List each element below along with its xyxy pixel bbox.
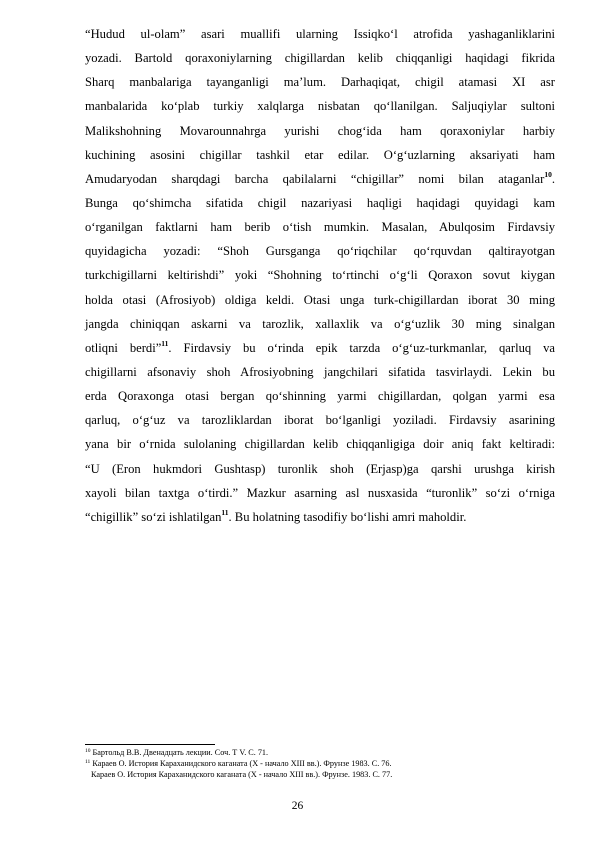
- line-rest: . Firdavsiy bu o‘rinda epik tarzda o‘g‘uz-turkmanlar, qarluq va: [168, 340, 555, 355]
- text-line: [85, 336, 555, 360]
- text-line: [85, 505, 555, 529]
- text-line: xayoli bilan taxtga o‘tirdi.” Mazkur asarning asl nusxasida “turonlik” so‘zi o‘rniga: [85, 485, 555, 500]
- line-text: otliqni berdi”: [85, 340, 162, 355]
- footnote-text: Бартольд В.В. Двенадцать лекции. Соч. Т V. С. 71.: [92, 748, 269, 757]
- footnote-divider: [85, 744, 215, 745]
- text-line: chigillarni afsonaviy shoh Afrosiyobning jangchilari sifatida tasvirlaydi. Lekin bu: [85, 364, 555, 379]
- text-line: Bunga qo‘shimcha sifatida chigil nazariyasi haqligi haqidagi quyidagi kam: [85, 195, 555, 210]
- line-text: “chigillik” so‘zi ishlatilgan: [85, 509, 222, 524]
- footnote-ref: 11: [161, 338, 169, 348]
- text-line: erda Qoraxonga otasi bergan qo‘shinning yarmi chigillardan, qolgan yarmi esa: [85, 389, 555, 404]
- footnote-ref: 10: [544, 169, 552, 179]
- text-line: kuchining asosini chigillar tashkil etar edilar. O‘g‘uzlarning aksariyati ham: [85, 147, 555, 162]
- text-line: yana bir o‘rnida sulolaning chigillardan kelib chiqqanligiga doir aniq fakt keltiradi:: [85, 437, 555, 452]
- footnotes: [85, 747, 555, 781]
- line-end: .: [551, 171, 555, 186]
- footnote-number: 10: [85, 748, 91, 754]
- text-line: jangda chiniqqan askarni va tarozlik, xallaxlik va o‘g‘uzlik 30 ming sinalgan: [85, 316, 555, 331]
- text-line: [85, 167, 555, 191]
- text-line: holda otasi (Afrosiyob) oldiga keldi. Otasi unga turk-chigillardan iborat 30 ming: [85, 292, 555, 307]
- text-line: o‘rganilgan faktlarni ham berib o‘tish mumkin. Masalan, Abulqosim Firdavsiy: [85, 220, 555, 235]
- page-number: 26: [291, 800, 304, 812]
- text-line: yozadi. Bartold qoraxoniylarning chigillardan kelib chiqqanligi haqidagi fikrida: [85, 51, 555, 66]
- text-line: quyidagicha yozadi: “Shoh Gursganga qo‘riqchilar qo‘rquvdan qaltirayotgan: [85, 244, 555, 259]
- text-line: Sharq manbalariga tayanganligi ma’lum. Darhaqiqat, chigil atamasi XI asr: [85, 75, 555, 90]
- text-line: “Hudud ul-olam” asari muallifi ularning Issiqko‘l atrofida yashaganliklarini: [85, 27, 555, 41]
- footnote-number: 11: [85, 759, 91, 766]
- footnote: [85, 769, 555, 780]
- footnote: [85, 758, 555, 769]
- footnote-text: Караев О. История Караханидского каганата (X - начало XIII вв.). Фрунзе. 1983. С. 77.: [91, 770, 393, 780]
- text-line: manbalarida ko‘plab turkiy xalqlarga nisbatan qo‘llanilgan. Saljuqiylar sultoni: [85, 99, 555, 114]
- line-rest: . Bu holatning tasodifiy bo‘lishi amri maholdir.: [228, 509, 467, 524]
- text-line: “U (Eron hukmdori Gushtasp) turonlik shoh (Erjasp)ga qarshi urushga kirish: [85, 461, 555, 476]
- body-text: [85, 22, 555, 529]
- footnote-text: Караев О. История Караханидского каганата (X - начало XIII вв.). Фрунзе 1983. С. 76.: [92, 759, 392, 769]
- text-line: Malikshohning Movarounnahrga yurishi chog‘ida ham qoraxoniylar harbiy: [85, 123, 555, 138]
- footnote-ref: 11: [221, 507, 229, 517]
- footnote: [85, 747, 555, 758]
- line-text: Amudaryodan sharqdagi barcha qabilalarni “chigillar” nomi bilan ataganlar: [85, 171, 545, 186]
- text-line: turkchigillarni keltirishdi” yoki “Shohning to‘rtinchi o‘g‘li Qoraxon sovut kiygan: [85, 268, 555, 283]
- text-line: qarluq, o‘g‘uz va tarozliklardan iborat bo‘lganligi yoziladi. Firdavsiy asarining: [85, 413, 555, 428]
